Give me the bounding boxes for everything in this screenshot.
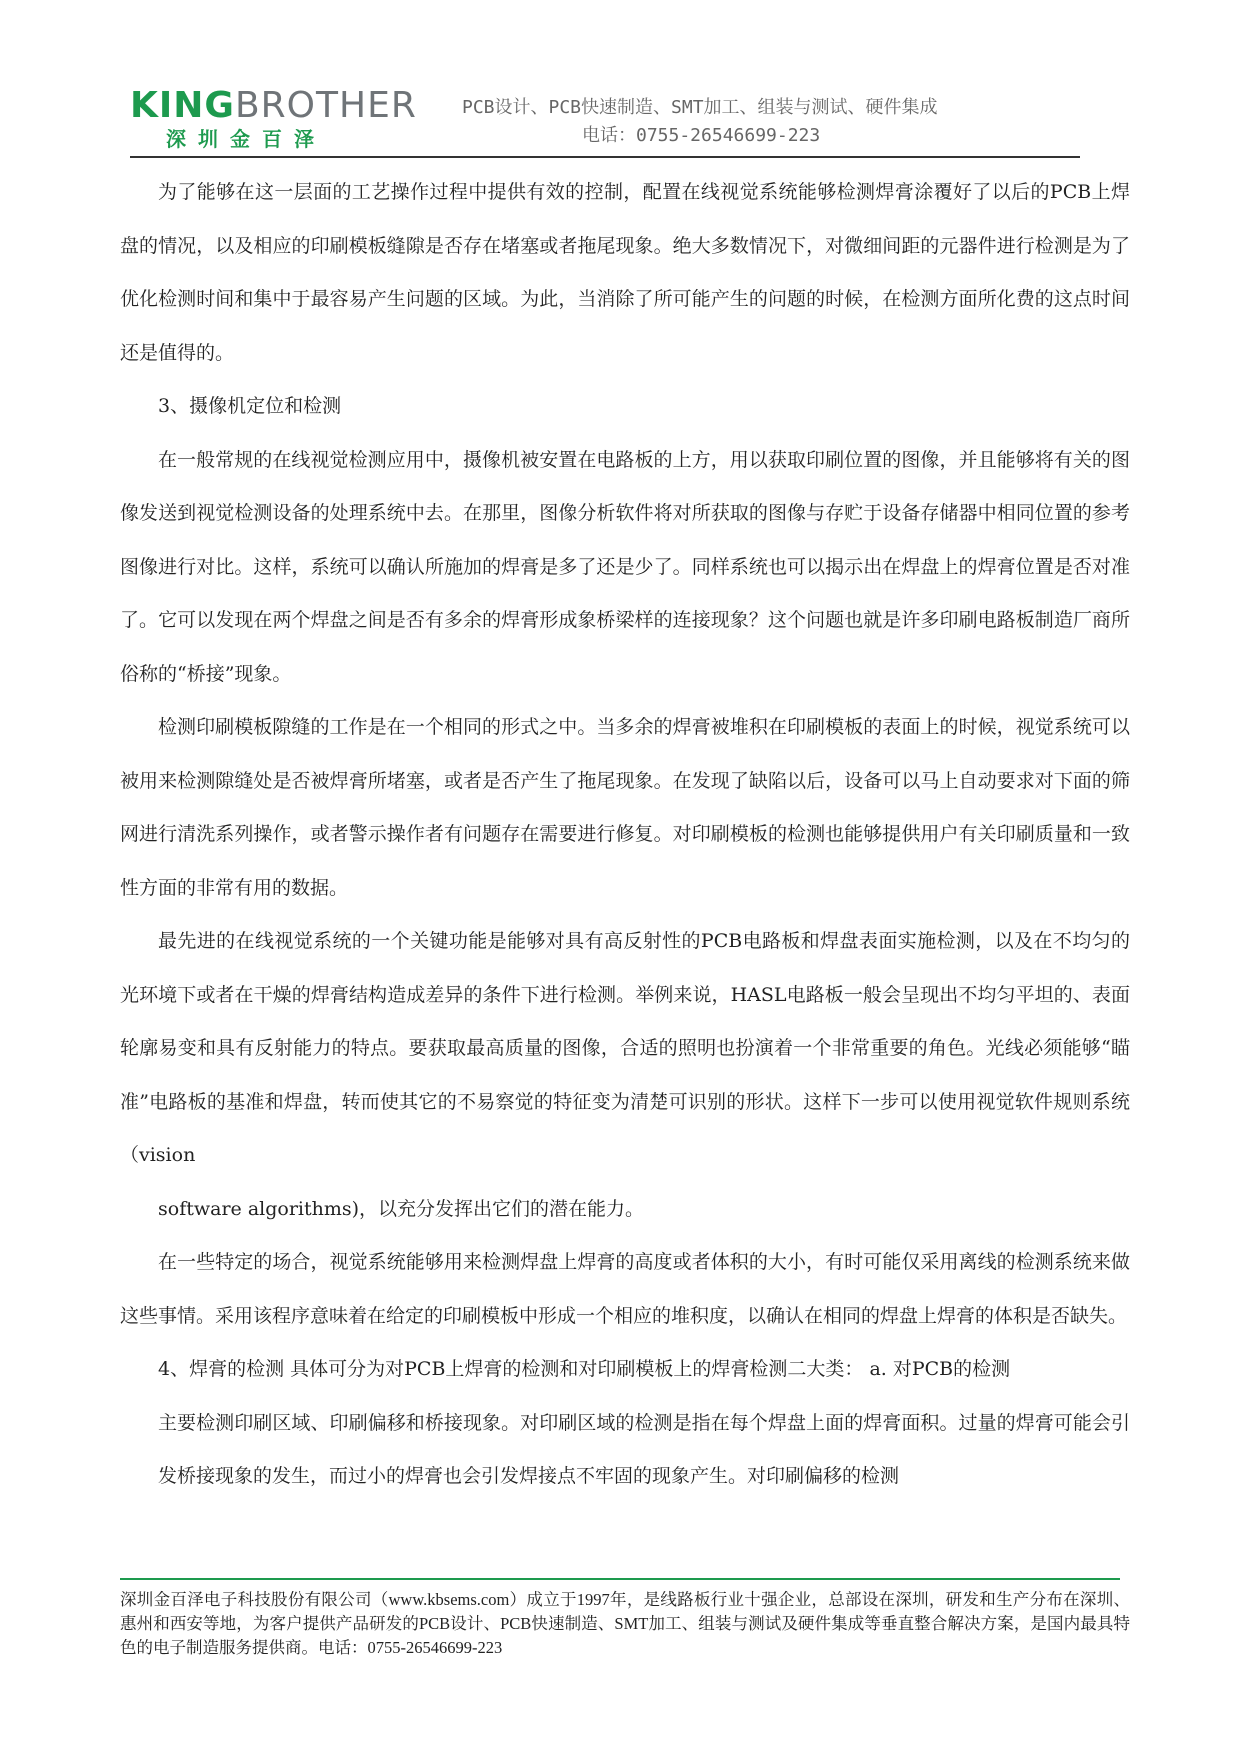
header-phone: 电话：0755-26546699-223 xyxy=(582,125,821,146)
logo-wordmark xyxy=(130,86,417,126)
header-divider xyxy=(130,156,1080,158)
header-services: PCB设计、PCB快速制造、SMT加工、组装与测试、硬件集成 xyxy=(462,97,938,118)
footer-divider xyxy=(120,1578,1120,1580)
paragraph: 为了能够在这一层面的工艺操作过程中提供有效的控制，配置在线视觉系统能够检测焊膏涂覆好了以后的PCB上焊盘的情况，以及相应的印刷模板缝隙是否存在堵塞或者拖尾现象。绝大多数情况下，对微细间距的元器件进行检测是为了优化检测时间和集中于最容易产生问题的区域。为此，当消除了所可能产生的问题的时候，在检测方面所化费的这点时间还是值得的。 xyxy=(120,181,1130,364)
logo-brother: BROTHER xyxy=(234,85,417,126)
paragraph: 主要检测印刷区域、印刷偏移和桥接现象。对印刷区域的检测是指在每个焊盘上面的焊膏面积。过量的焊膏可能会引发桥接现象的发生，而过小的焊膏也会引发焊接点不牢固的现象产生。对印刷偏移的检测 xyxy=(158,1411,1130,1487)
document-body xyxy=(120,166,1130,1504)
logo-chinese-name: 深圳金百泽 xyxy=(166,127,326,151)
section-heading: 3、摄像机定位和检测 xyxy=(158,395,342,417)
header-info xyxy=(462,94,1022,150)
section-heading: 4、焊膏的检测 具体可分为对PCB上焊膏的检测和对印刷模板上的焊膏检测二大类： a. 对PCB的检测 xyxy=(158,1358,1011,1380)
logo-king: KING xyxy=(130,85,235,126)
page-header xyxy=(0,0,1241,160)
paragraph: 最先进的在线视觉系统的一个关键功能是能够对具有高反射性的PCB电路板和焊盘表面实施检测，以及在不均匀的光环境下或者在干燥的焊膏结构造成差异的条件下进行检测。举例来说，HASL电路板一般会呈现出不均匀平坦的、表面轮廓易变和具有反射能力的特点。要获取最高质量的图像，合适的照明也扮演着一个非常重要的角色。光线必须能够“瞄准”电路板的基准和焊盘，转而使其它的不易察觉的特征变为清楚可识别的形状。这样下一步可以使用视觉软件规则系统（vision xyxy=(120,930,1130,1166)
paragraph: 在一般常规的在线视觉检测应用中，摄像机被安置在电路板的上方，用以获取印刷位置的图像，并且能够将有关的图像发送到视觉检测设备的处理系统中去。在那里，图像分析软件将对所获取的图像与存贮于设备存储器中相同位置的参考图像进行对比。这样，系统可以确认所施加的焊膏是多了还是少了。同样系统也可以揭示出在焊盘上的焊膏位置是否对准了。它可以发现在两个焊盘之间是否有多余的焊膏形成象桥梁样的连接现象？这个问题也就是许多印刷电路板制造厂商所俗称的“桥接”现象。 xyxy=(120,448,1130,685)
paragraph: software algorithms)，以充分发挥出它们的潜在能力。 xyxy=(158,1197,645,1220)
company-logo xyxy=(130,86,417,152)
paragraph: 检测印刷模板隙缝的工作是在一个相同的形式之中。当多余的焊膏被堆积在印刷模板的表面上的时候，视觉系统可以被用来检测隙缝处是否被焊膏所堵塞，或者是否产生了拖尾现象。在发现了缺陷以后，设备可以马上自动要求对下面的筛网进行清洗系列操作，或者警示操作者有问题存在需要进行修复。对印刷模板的检测也能够提供用户有关印刷质量和一致性方面的非常有用的数据。 xyxy=(120,716,1130,899)
paragraph: 在一些特定的场合，视觉系统能够用来检测焊盘上焊膏的高度或者体积的大小，有时可能仅采用离线的检测系统来做这些事情。采用该程序意味着在给定的印刷模板中形成一个相应的堆积度，以确认在相同的焊盘上焊膏的体积是否缺失。 xyxy=(120,1251,1130,1327)
page-footer: 深圳金百泽电子科技股份有限公司（www.kbsems.com）成立于1997年，是线路板行业十强企业，总部设在深圳，研发和生产分布在深圳、惠州和西安等地，为客户提供产品研发的PCB设计、PCB快速制造、SMT加工、组装与测试及硬件集成等垂直整合解决方案，是国内最具特色的电子制造服务提供商。电话：0755-26546699-223 xyxy=(120,1590,1130,1657)
